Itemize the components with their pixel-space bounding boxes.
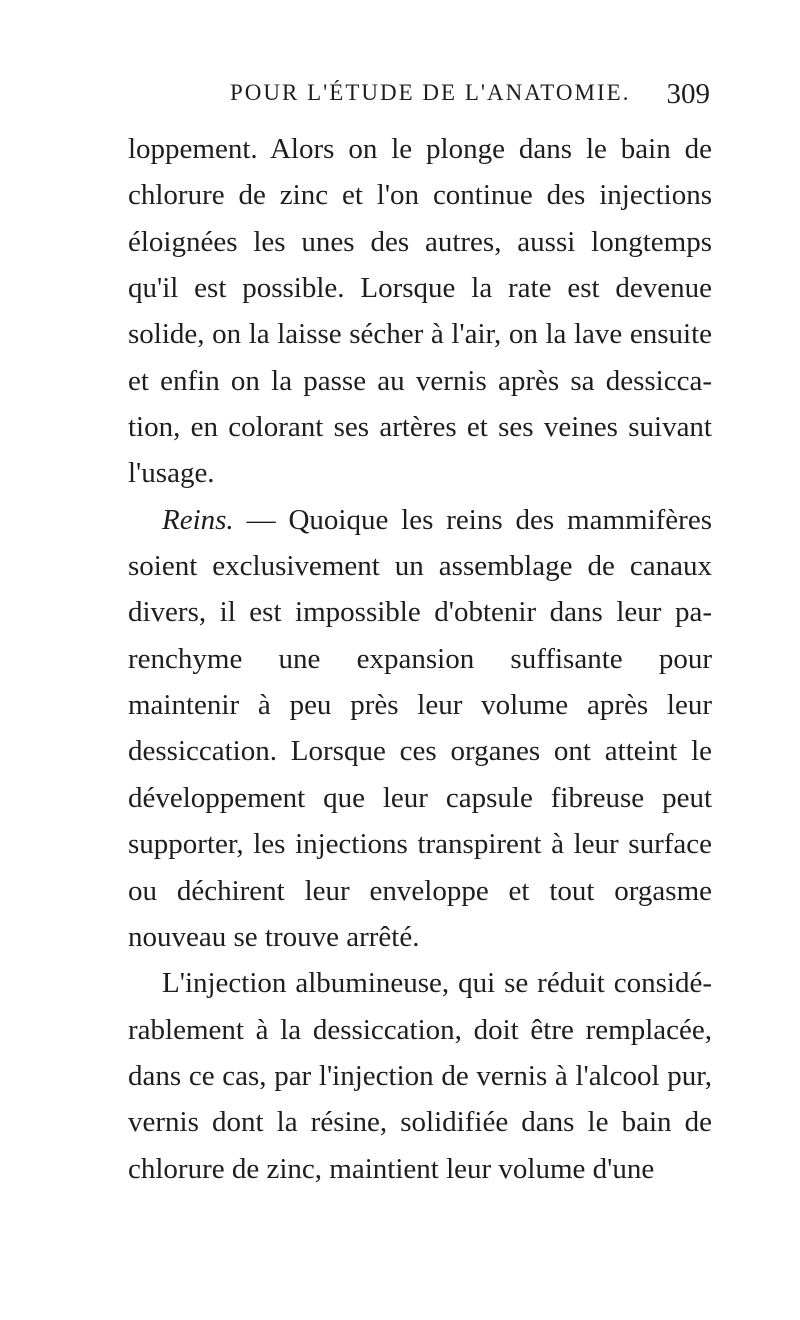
running-head <box>130 80 710 110</box>
paragraph-text: L'injection albumineuse, qui se réduit considé-rablement à la dessiccation, doit être remplacée, dans ce cas, par l'injection de vernis à l'alcool pur, vernis dont la résine, solidifiée dans le bain de chlorure de zinc, maintient leur volume d'une <box>128 967 712 1185</box>
paragraph-albumineuse <box>128 960 712 1192</box>
body-text <box>128 126 712 1192</box>
page-number: 309 <box>666 78 710 110</box>
section-heading-reins: Reins. <box>162 503 234 536</box>
running-title: POUR L'ÉTUDE DE L'ANATOMIE. <box>230 80 631 105</box>
paragraph-text: loppement. Alors on le plonge dans le bain de chlorure de zinc et l'on continue des injections éloignées les unes des autres, aussi longtemps qu'il est possible. Lorsque la rate est devenue solide, on la laisse sécher à l'air, on la lave ensuite et enfin on la passe au vernis après sa dessicca-tion, en colorant ses artères et ses veines suivant l'usage. <box>128 133 712 490</box>
paragraph-spleen-end <box>128 126 712 497</box>
paragraph-reins <box>128 497 712 960</box>
paragraph-text: — Quoique les reins des mammifères soient exclusivement un assemblage de canaux divers, il est impossible d'obtenir dans leur pa-renchyme une expansion suffisante pour maintenir à peu près leur volume après leur dessiccation. Lorsque ces organes ont atteint le développement que leur capsule fibreuse peut supporter, les injections transpirent à leur surface ou déchirent leur enveloppe et tout orgasme nouveau se trouve arrêté. <box>128 503 712 953</box>
